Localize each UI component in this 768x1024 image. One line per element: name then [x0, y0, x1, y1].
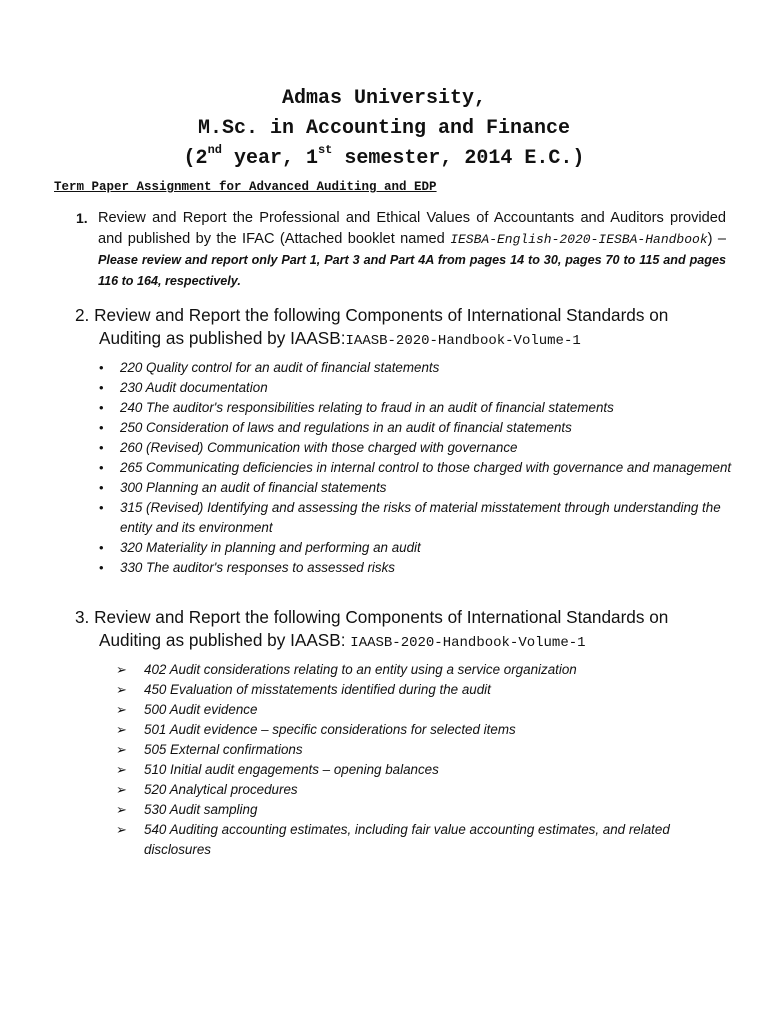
- arrow-bullet-icon: ➢: [116, 822, 127, 837]
- handbook-name: IAASB-2020-Handbook-Volume-1: [345, 333, 581, 349]
- bullet-icon: •: [99, 460, 104, 475]
- list-item: • 230 Audit documentation: [120, 378, 732, 398]
- list-item: ➢ 402 Audit considerations relating to an entity using a service organization: [144, 660, 732, 680]
- instruction-text: Please review and report only Part 1, Part 3 and Part 4A from pages 14 to 30, pages 70 to 115 and pages 116 to 164, respectively.: [98, 253, 726, 288]
- standards-list: [72, 660, 732, 860]
- arrow-bullet-icon: ➢: [116, 742, 127, 757]
- arrow-bullet-icon: ➢: [116, 802, 127, 817]
- list-item: • 330 The auditor's responses to assessed risks: [120, 558, 732, 578]
- bullet-icon: •: [99, 480, 104, 495]
- item-1-text: Review and Report the Professional and Ethical Values of Accountants and Auditors provided and published by the IFAC (Attached booklet named IESBA-English-2020-IESBA-Handbook) – Please review and report only Part 1, Part 3 and Part 4A from pages 14 to 30, pages 70 to 115 and pages 116 to 164, respectively.: [98, 210, 726, 288]
- item-number: 2.: [75, 305, 90, 325]
- arrow-bullet-icon: ➢: [116, 762, 127, 777]
- arrow-bullet-icon: ➢: [116, 782, 127, 797]
- list-item: • 240 The auditor's responsibilities relating to fraud in an audit of financial statements: [120, 398, 732, 418]
- standards-list: [72, 358, 732, 578]
- list-item: ➢ 530 Audit sampling: [144, 800, 732, 820]
- list-item: • 250 Consideration of laws and regulations in an audit of financial statements: [120, 418, 732, 438]
- assignment-item-1: [76, 208, 726, 292]
- bullet-icon: •: [99, 560, 104, 575]
- booklet-name: IESBA-English-2020-IESBA-Handbook: [450, 232, 708, 247]
- semester-ordinal: st: [317, 143, 333, 158]
- year-ordinal: nd: [207, 143, 222, 158]
- bullet-icon: •: [99, 360, 104, 375]
- arrow-bullet-icon: ➢: [116, 702, 127, 717]
- document-header: [0, 84, 768, 174]
- bullet-icon: •: [99, 400, 104, 415]
- section-heading: 2. Review and Report the following Components of International Standards on Auditing as published by IAASB:IAASB-2020-Handbook-Volume-1: [75, 305, 669, 349]
- list-item: ➢ 540 Auditing accounting estimates, including fair value accounting estimates, and related disclosures: [116, 822, 670, 857]
- list-item: ➢ 501 Audit evidence – specific considerations for selected items: [144, 720, 732, 740]
- term-line: (2nd year, 1st semester, 2014 E.C.): [183, 143, 585, 170]
- list-item: ➢ 505 External confirmations: [144, 740, 732, 760]
- bullet-icon: •: [99, 540, 104, 555]
- section-heading: 3. Review and Report the following Components of International Standards on Auditing as published by IAASB: IAASB-2020-Handbook-Volume-1: [75, 607, 669, 651]
- list-item: ➢ 450 Evaluation of misstatements identified during the audit: [144, 680, 732, 700]
- bullet-icon: •: [99, 420, 104, 435]
- arrow-bullet-icon: ➢: [116, 722, 127, 737]
- assignment-item-2: [72, 304, 732, 578]
- assignment-title: Term Paper Assignment for Advanced Auditing and EDP: [54, 180, 437, 194]
- list-item: ➢ 510 Initial audit engagements – opening balances: [144, 760, 732, 780]
- program-name: M.Sc. in Accounting and Finance: [197, 117, 571, 140]
- bullet-icon: •: [99, 380, 104, 395]
- item-number: 1.: [76, 210, 88, 226]
- list-item: • 315 (Revised) Identifying and assessing the risks of material misstatement through understanding the entity and its environment: [99, 500, 721, 535]
- arrow-bullet-icon: ➢: [116, 662, 127, 677]
- list-item: ➢ 520 Analytical procedures: [144, 780, 732, 800]
- list-item: • 265 Communicating deficiencies in internal control to those charged with governance and management: [120, 458, 732, 478]
- list-item: • 220 Quality control for an audit of financial statements: [120, 358, 732, 378]
- bullet-icon: •: [99, 500, 104, 515]
- handbook-name: IAASB-2020-Handbook-Volume-1: [350, 635, 586, 651]
- arrow-bullet-icon: ➢: [116, 682, 127, 697]
- list-item: • 260 (Revised) Communication with those charged with governance: [120, 438, 732, 458]
- assignment-item-3: [72, 606, 732, 860]
- list-item: ➢ 500 Audit evidence: [144, 700, 732, 720]
- list-item: • 300 Planning an audit of financial statements: [120, 478, 732, 498]
- bullet-icon: •: [99, 440, 104, 455]
- item-number: 3.: [75, 607, 90, 627]
- university-name: Admas University,: [281, 87, 487, 110]
- list-item: • 320 Materiality in planning and performing an audit: [120, 538, 732, 558]
